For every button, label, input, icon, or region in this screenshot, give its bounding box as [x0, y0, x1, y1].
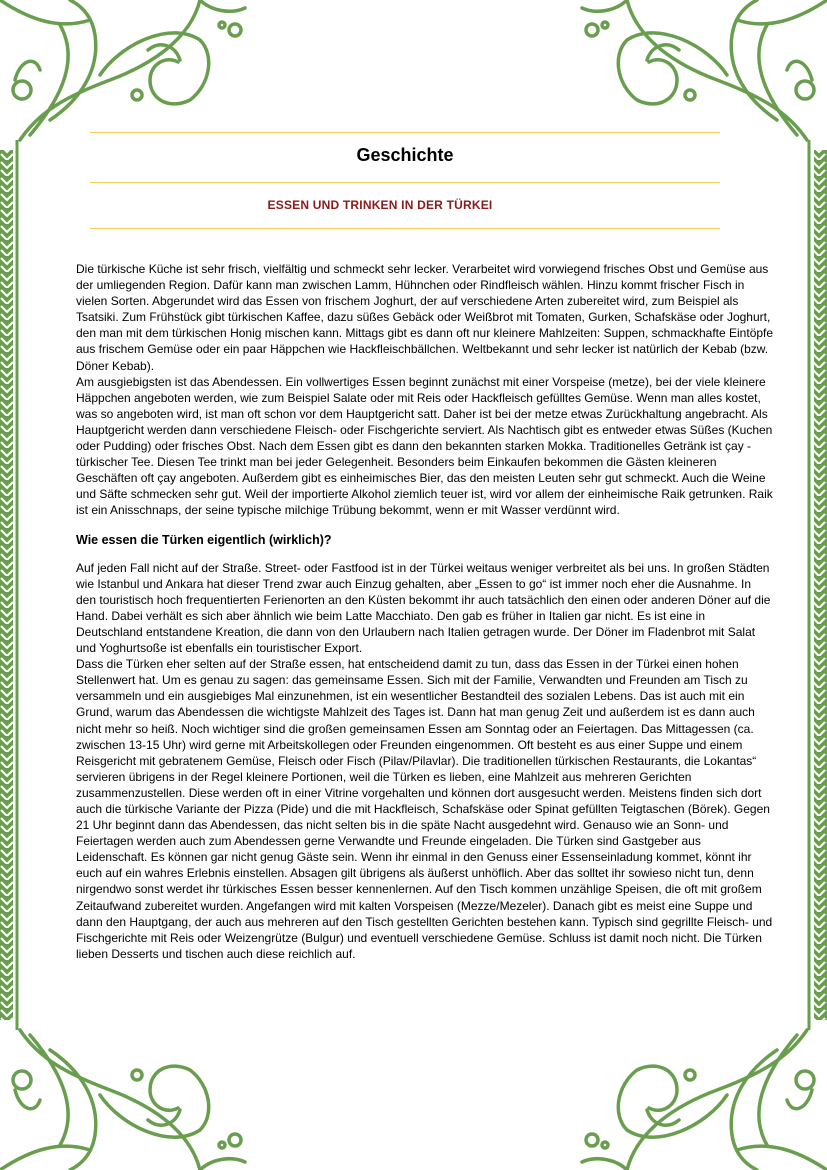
- intro-paragraph-1: Die türkische Küche ist sehr frisch, vielfältig und schmeckt sehr lecker. Verarbeitet wird vorwiegend frisches Obst und Gemüse aus der umliegenden Region. Dafür kann man zwischen Lamm, Hühnchen oder Rindfleisch wählen. Hinzu kommt frischer Fisch in vielen Sorten. Abgerundet wird das Essen von frischem Joghurt, der auf verschiedene Arten zubereitet wird, zum Beispiel als Tsatsiki. Zum Frühstück gibt türkischen Kaffee, dazu süßes Gebäck oder Weißbrot mit Tomaten, Gurken, Schafskäse oder Joghurt, den man mit dem türkischen Honig mischen kann. Mittags gibt es dann oft nur kleinere Mahlzeiten: Suppen, schmackhafte Eintöpfe aus frischem Gemüse oder ein paar Häppchen wie Hackfleischbällchen. Weltbekannt und sehr lecker ist natürlich der Kebab (bzw. Döner Kebab).: [76, 262, 774, 373]
- page-title: Geschichte: [356, 145, 454, 165]
- article-body: [76, 261, 774, 962]
- section-heading: Wie essen die Türken eigentlich (wirklich)?: [76, 532, 332, 547]
- bottom-divider: [90, 228, 720, 229]
- page-subtitle: ESSEN UND TRINKEN IN DER TÜRKEI: [267, 198, 493, 212]
- section-paragraph-2: Dass die Türken eher selten auf der Straße essen, hat entscheidend damit zu tun, dass das Essen in der Türkei einen hohen Stellenwert hat. Um es genau zu sagen: das gemeinsame Essen. Sich mit der Familie, Verwandten und Freunden am Tisch zu versammeln und ein ausgiebiges Mal einzunehmen, ist ein wesentlicher Bestandteil des sozialen Lebens. Das ist auch mit ein Grund, warum das Abendessen die wichtigste Mahlzeit des Tages ist. Dann hat man genug Zeit und außerdem ist es dann auch nicht mehr so heiß. Noch wichtiger sind die großen gemeinsamen Essen am Sonntag oder an Feiertagen. Das Mittagessen (ca. zwischen 13-15 Uhr) wird gerne mit Arbeitskollegen oder Freunden eingenommen. Oft besteht es aus einer Suppe und einem Reisgericht mit gebratenem Gemüse, Fleisch oder Fisch (Pilav/Pilavlar). Die traditionellen türkischen Restaurants, die Lokantas“ servieren übrigens in der Regel kleinere Portionen, weil die Türken es lieben, eine Mahlzeit aus mehreren Gerichten zusammenzustellen. Diese werden oft in einer Vitrine vorgehalten und können dort ausgesucht werden. Meistens finden sich dort auch die türkische Variante der Pizza (Pide) und die mit Hackfleisch, Schafskäse oder Spinat gefüllten Teigtaschen (Börek). Gegen 21 Uhr beginnt dann das Abendessen, das nicht selten bis in die späte Nacht ausgedehnt wird. Genauso wie an Sonn- und Feiertagen werden auch zum Abendessen gerne Verwandte und Freunde eingeladen. Die Türken sind Gastgeber aus Leidenschaft. Es können gar nicht genug Gäste sein. Wenn ihr einmal in den Genuss einer Essenseinladung kommet, könnt ihr euch auf ein wahres Erlebnis einstellen. Absagen gilt übrigens als äußerst unhöflich. Aber das solltet ihr sowieso nicht tun, denn nirgendwo sonst werdet ihr türkisches Essen besser kennenlernen. Auf den Tisch kommen unzählige Speisen, die oft mit großem Zeitaufwand zubereitet wurden. Angefangen wird mit kalten Vorspeisen (Mezze/Mezeler). Danach gibt es meist eine Suppe und dann den Hauptgang, der auch aus mehreren auf den Tisch gestellten Gerichten bestehen kann. Typisch sind gegrillte Fleisch- und Fischgerichte mit Reis oder Weizengrütze (Bulgur) und eventuell verschiedene Gemüse. Schluss ist damit noch nicht. Die Türken lieben Desserts und tischen auch diese reichlich auf.: [76, 657, 773, 961]
- intro-paragraph-2: Am ausgiebigsten ist das Abendessen. Ein vollwertiges Essen beginnt zunächst mit einer Vorspeise (metze), bei der viele kleinere Häppchen angeboten werden, wie zum Beispiel Salate oder mit Reis oder Hackfleisch gefülltes Gemüse. Wenn man alles kostet, was so angeboten wird, ist man oft schon vor dem Hauptgericht satt. Daher ist bei der metze etwas Zurückhaltung angebracht. Als Hauptgericht werden dann verschiedene Fleisch- oder Fischgerichte serviert. Als Nachtisch gibt es entweder etwas Süßes (Kuchen oder Pudding) oder frisches Obst. Nach dem Essen gibt es dann den bekannten starken Mokka. Traditionelles Getränk ist çay - türkischer Tee. Diesen Tee trinkt man bei jeder Gelegenheit. Besonders beim Einkaufen bekommen die Gästen kleineren Geschäften oft çay angeboten. Außerdem gibt es einheimisches Bier, das den meisten Leuten sehr gut schmeckt. Auch die Weine und Säfte schmecken sehr gut. Weil der importierte Alkohol ziemlich teuer ist, wird vor allem der einheimische Raik getrunken. Raik ist ein Anisschnaps, der seine typische milchige Trübung bekommt, wenn er mit Wasser verdünnt wird.: [76, 374, 773, 518]
- middle-divider: [90, 182, 720, 183]
- section-paragraph-1: Auf jeden Fall nicht auf der Straße. Street- oder Fastfood ist in der Türkei weitaus weniger verbreitet als bei uns. In großen Städten wie Istanbul und Ankara hat dieser Trend zwar auch Einzug gehalten, aber „Essen to go“ ist immer noch eher die Ausnahme. In den touristisch hoch frequentierten Ferienorten an den Küsten bekommt ihr auch tatsächlich den einen oder anderen Döner auf die Hand. Dabei verhält es sich aber ähnlich wie beim Latte Macchiato. Den gab es früher in Italien gar nicht. Es ist eine in Deutschland entstandene Kreation, die dann von den Urlaubern nach Italien getragen wurde. Der Döner im Fladenbrot mit Salat und Yoghurtsoße ist ebenfalls ein touristischer Export.: [76, 560, 771, 656]
- top-divider: [90, 132, 720, 133]
